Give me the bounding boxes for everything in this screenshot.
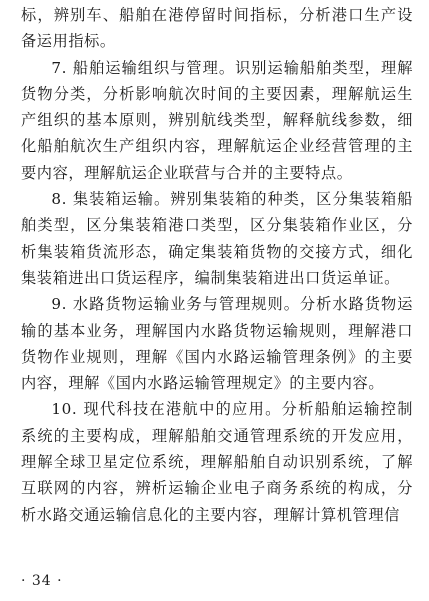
paragraph-item-7: 7. 船舶运输组织与管理。识别运输船舶类型，理解货物分类，分析影响航次时间的主要因素，理解航运生产组织的基本原则，辨别航线类型，解释航线参数，细化船舶航次生产组织内容，理解航运企业经营管理的主要内容，理解航运企业联营与合并的主要特点。 (21, 58, 413, 182)
paragraph-item-9: 9. 水路货物运输业务与管理规则。分析水路货物运输的基本业务，理解国内水路货物运输规则，理解港口货物作业规则，理解《国内水路运输管理条例》的主要内容，理解《国内水路运输管理规定》的主要内容。 (21, 295, 413, 393)
body-text (21, 2, 413, 528)
paragraph-item-8: 8. 集装箱运输。辨别集装箱的种类，区分集装箱船舶类型，区分集装箱港口类型，区分集装箱作业区，分析集装箱货流形态，确定集装箱货物的交接方式，细化集装箱进出口货运程序，编制集装箱进出口货运单证。 (21, 190, 413, 287)
paragraph-continuation: 标，辨别车、船舶在港停留时间指标，分析港口生产设备运用指标。 (21, 6, 413, 51)
page-number: · 34 · (21, 573, 63, 589)
paragraph-item-10: 10. 现代科技在港航中的应用。分析船舶运输控制系统的主要构成，理解船舶交通管理系统的开发应用，理解全球卫星定位系统，理解船舶自动识别系统，了解互联网的内容，辨析运输企业电子商务系统的构成，分析水路交通运输信息化的主要内容，理解计算机管理信 (21, 400, 413, 524)
